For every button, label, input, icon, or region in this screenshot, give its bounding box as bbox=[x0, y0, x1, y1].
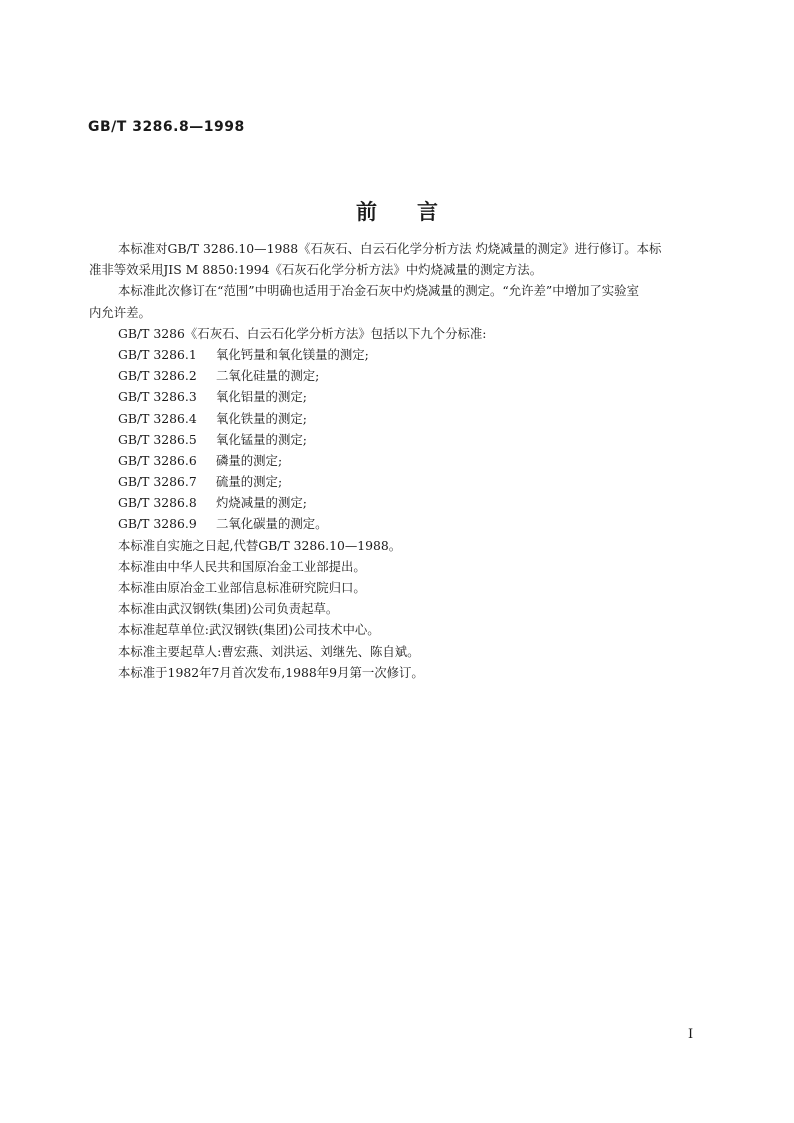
sub-standard-name: 氧化锰量的测定; bbox=[216, 431, 307, 447]
page-title: 前言 bbox=[356, 199, 478, 224]
closing-line: 本标准于1982年7月首次发布,1988年9月第一次修订。 bbox=[118, 664, 424, 680]
list-item bbox=[118, 513, 718, 534]
paragraph-line: 内允许差。 bbox=[89, 304, 151, 320]
sub-standard-name: 氧化铁量的测定; bbox=[216, 410, 307, 426]
paragraph-line: 本标准对GB/T 3286.10—1988《石灰石、白云石化学分析方法 灼烧减量的测定》进行修订。本标 bbox=[118, 241, 662, 256]
list-item bbox=[118, 429, 718, 450]
paragraph-line: 准非等效采用JIS M 8850:1994《石灰石化学分析方法》中灼烧减量的测定方法。 bbox=[89, 262, 543, 278]
sub-standard-code: GB/T 3286.8 bbox=[118, 495, 197, 511]
closing-line: 本标准自实施之日起,代替GB/T 3286.10—1988。 bbox=[118, 537, 402, 553]
closing-line: 本标准主要起草人:曹宏燕、刘洪运、刘继先、陈自斌。 bbox=[118, 643, 420, 659]
sub-standard-code: GB/T 3286.3 bbox=[118, 389, 197, 405]
sub-standard-name: 磷量的测定; bbox=[216, 452, 283, 468]
sub-standard-code: GB/T 3286.1 bbox=[118, 346, 197, 362]
closing-line: 本标准起草单位:武汉钢铁(集团)公司技术中心。 bbox=[118, 622, 380, 638]
sub-standard-name: 二氧化碳量的测定。 bbox=[216, 516, 328, 532]
sub-standard-code: GB/T 3286.7 bbox=[118, 474, 197, 490]
sub-standard-code: GB/T 3286.5 bbox=[118, 431, 197, 447]
sub-standard-code: GB/T 3286.9 bbox=[118, 516, 197, 532]
closing-line: 本标准由中华人民共和国原冶金工业部提出。 bbox=[118, 558, 366, 574]
sub-standard-name: 二氧化硅量的测定; bbox=[216, 368, 320, 384]
sub-standard-name: 氧化钙量和氧化镁量的测定; bbox=[216, 346, 369, 362]
closing-line: 本标准由原冶金工业部信息标准研究院归口。 bbox=[118, 580, 366, 595]
closing-statements bbox=[118, 535, 718, 683]
closing-line: 本标准由武汉钢铁(集团)公司负责起草。 bbox=[118, 601, 339, 617]
sub-standard-name: 氧化铝量的测定; bbox=[216, 389, 307, 405]
list-item bbox=[118, 365, 718, 386]
sub-standard-name: 硫量的测定; bbox=[216, 474, 283, 490]
sub-standard-list bbox=[118, 344, 718, 535]
foreword-body bbox=[89, 238, 718, 683]
list-item bbox=[118, 450, 718, 471]
list-item bbox=[118, 492, 718, 513]
list-item bbox=[118, 408, 718, 429]
paragraph-line: 本标准此次修订在“范围”中明确也适用于冶金石灰中灼烧减量的测定。“允许差”中增加了实验室 bbox=[118, 283, 639, 299]
list-item bbox=[118, 386, 718, 407]
sub-standard-code: GB/T 3286.6 bbox=[118, 452, 197, 468]
paragraph-line: GB/T 3286《石灰石、白云石化学分析方法》包括以下九个分标准: bbox=[118, 325, 487, 341]
list-item bbox=[118, 471, 718, 492]
sub-standard-name: 灼烧减量的测定; bbox=[216, 495, 307, 511]
standard-number-header: GB/T 3286.8—1998 bbox=[88, 119, 245, 135]
list-item bbox=[118, 344, 718, 365]
page-number: I bbox=[688, 1027, 694, 1042]
sub-standard-code: GB/T 3286.4 bbox=[118, 410, 197, 426]
sub-standard-code: GB/T 3286.2 bbox=[118, 368, 197, 384]
